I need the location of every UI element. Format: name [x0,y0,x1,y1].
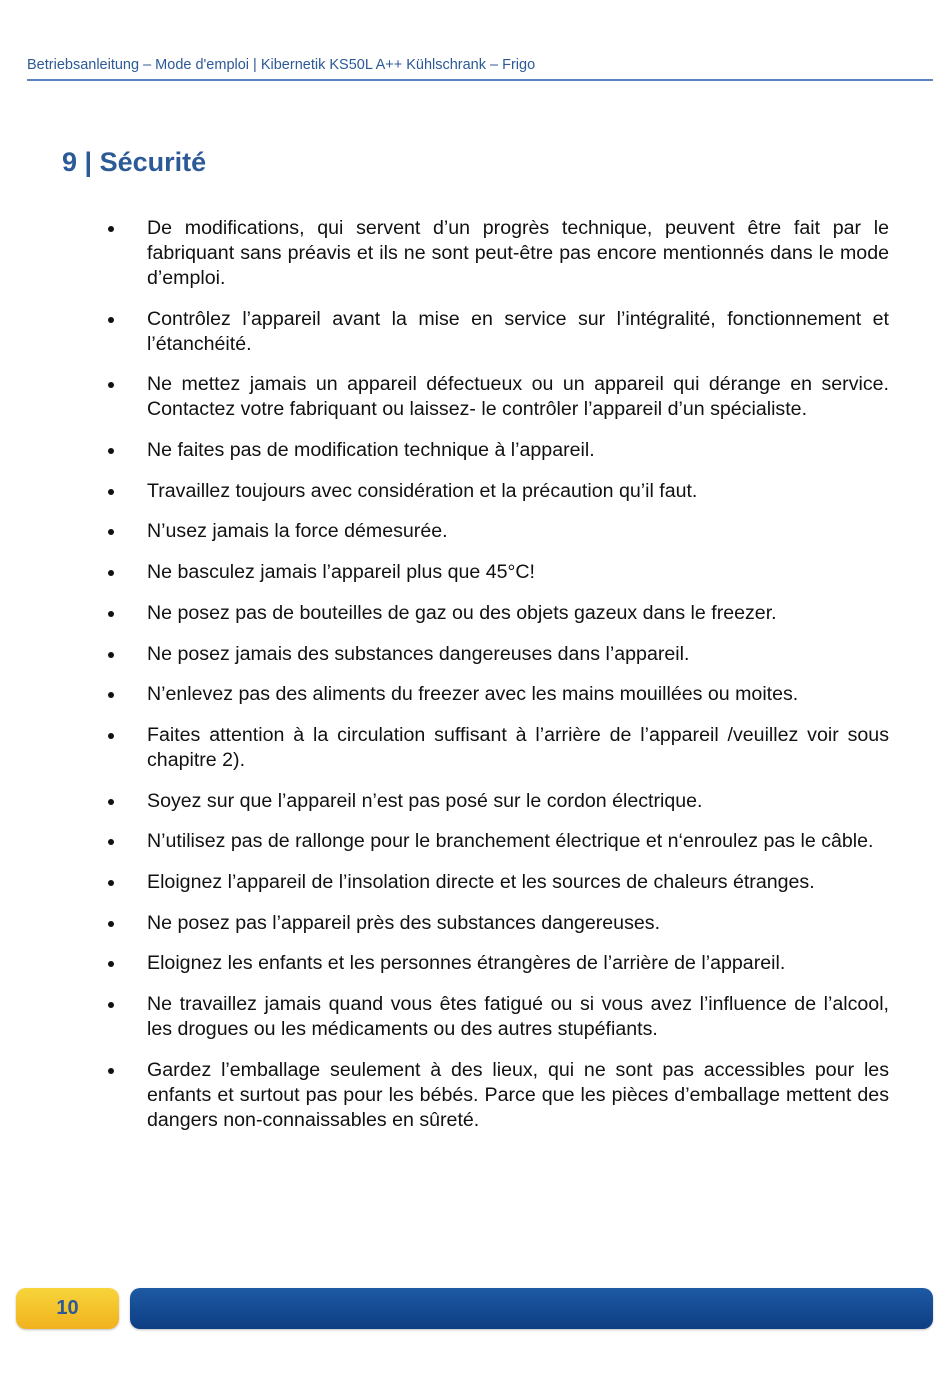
bullet-icon [108,448,114,454]
list-item-text: Ne mettez jamais un appareil défectueux ou un appareil qui dérange en service. Contactez votre fabriquant ou laissez- le contrôler l’appareil d’un spécialiste. [147,373,889,421]
list-item [106,560,889,585]
bullet-icon [108,529,114,535]
bullet-icon [108,382,114,388]
bullet-icon [108,1068,114,1074]
list-item [106,216,889,291]
list-item-text: Ne basculez jamais l’appareil plus que 45°C! [147,561,535,584]
list-item-text: N’utilisez pas de rallonge pour le branchement électrique et n‘enroulez pas le câble. [147,830,874,853]
list-item [106,682,889,707]
footer-bar [130,1288,933,1329]
list-item [106,870,889,895]
list-item [106,789,889,814]
list-item-text: Eloignez les enfants et les personnes étrangères de l’arrière de l’appareil. [147,952,786,975]
list-item [106,723,889,773]
list-item [106,438,889,463]
list-item [106,951,889,976]
bullet-icon [108,1002,114,1008]
bullet-icon [108,839,114,845]
list-item-text: Ne posez pas l’appareil près des substances dangereuses. [147,911,661,934]
safety-bullet-list [106,216,889,1148]
bullet-icon [108,961,114,967]
bullet-icon [108,226,114,232]
header-divider [27,79,933,81]
bullet-icon [108,692,114,698]
bullet-icon [108,317,114,323]
list-item-text: N’enlevez pas des aliments du freezer avec les mains mouillées ou moites. [147,683,799,706]
list-item-text: Eloignez l’appareil de l’insolation directe et les sources de chaleurs étranges. [147,870,815,893]
bullet-icon [108,921,114,927]
page-number-badge [16,1288,119,1329]
list-item [106,307,889,357]
list-item [106,479,889,504]
bullet-icon [108,489,114,495]
bullet-icon [108,799,114,805]
list-item [106,911,889,936]
list-item-text: Travaillez toujours avec considération et la précaution qu’il faut. [147,479,698,502]
bullet-icon [108,733,114,739]
bullet-icon [108,611,114,617]
list-item [106,829,889,854]
list-item [106,1058,889,1133]
list-item-text: Soyez sur que l’appareil n’est pas posé sur le cordon électrique. [147,789,703,812]
running-header: Betriebsanleitung – Mode d'emploi | Kibernetik KS50L A++ Kühlschrank – Frigo [27,57,536,73]
bullet-icon [108,570,114,576]
list-item-text: De modifications, qui servent d’un progrès technique, peuvent être fait par le fabriquant sans préavis et ils ne sont peut-être pas encore mentionnés dans le mode d’emploi. [147,217,889,289]
list-item [106,642,889,667]
list-item-text: Contrôlez l’appareil avant la mise en service sur l’intégralité, fonctionnement et l’étanchéité. [147,307,889,355]
page-number: 10 [56,1297,79,1319]
list-item [106,519,889,544]
list-item-text: Faites attention à la circulation suffisant à l’arrière de l’appareil /veuillez voir sous chapitre 2). [147,723,889,771]
list-item-text: Ne travaillez jamais quand vous êtes fatigué ou si vous avez l’influence de l’alcool, les drogues ou les médicaments ou des autres stupéfiants. [147,993,889,1040]
list-item [106,372,889,422]
bullet-icon [108,880,114,886]
list-item-text: Ne posez pas de bouteilles de gaz ou des objets gazeux dans le freezer. [147,601,777,624]
section-title: 9 | Sécurité [62,147,207,177]
list-item [106,601,889,626]
list-item-text: Ne posez jamais des substances dangereuses dans l’appareil. [147,642,690,665]
bullet-icon [108,652,114,658]
list-item-text: Ne faites pas de modification technique à l’appareil. [147,439,595,462]
list-item-text: N’usez jamais la force démesurée. [147,520,448,543]
list-item-text: Gardez l’emballage seulement à des lieux, qui ne sont pas accessibles pour les enfants et surtout pas pour les bébés. Parce que les pièces d’emballage mettent des dangers non-connaissables en sûreté. [147,1058,889,1131]
list-item [106,992,889,1042]
